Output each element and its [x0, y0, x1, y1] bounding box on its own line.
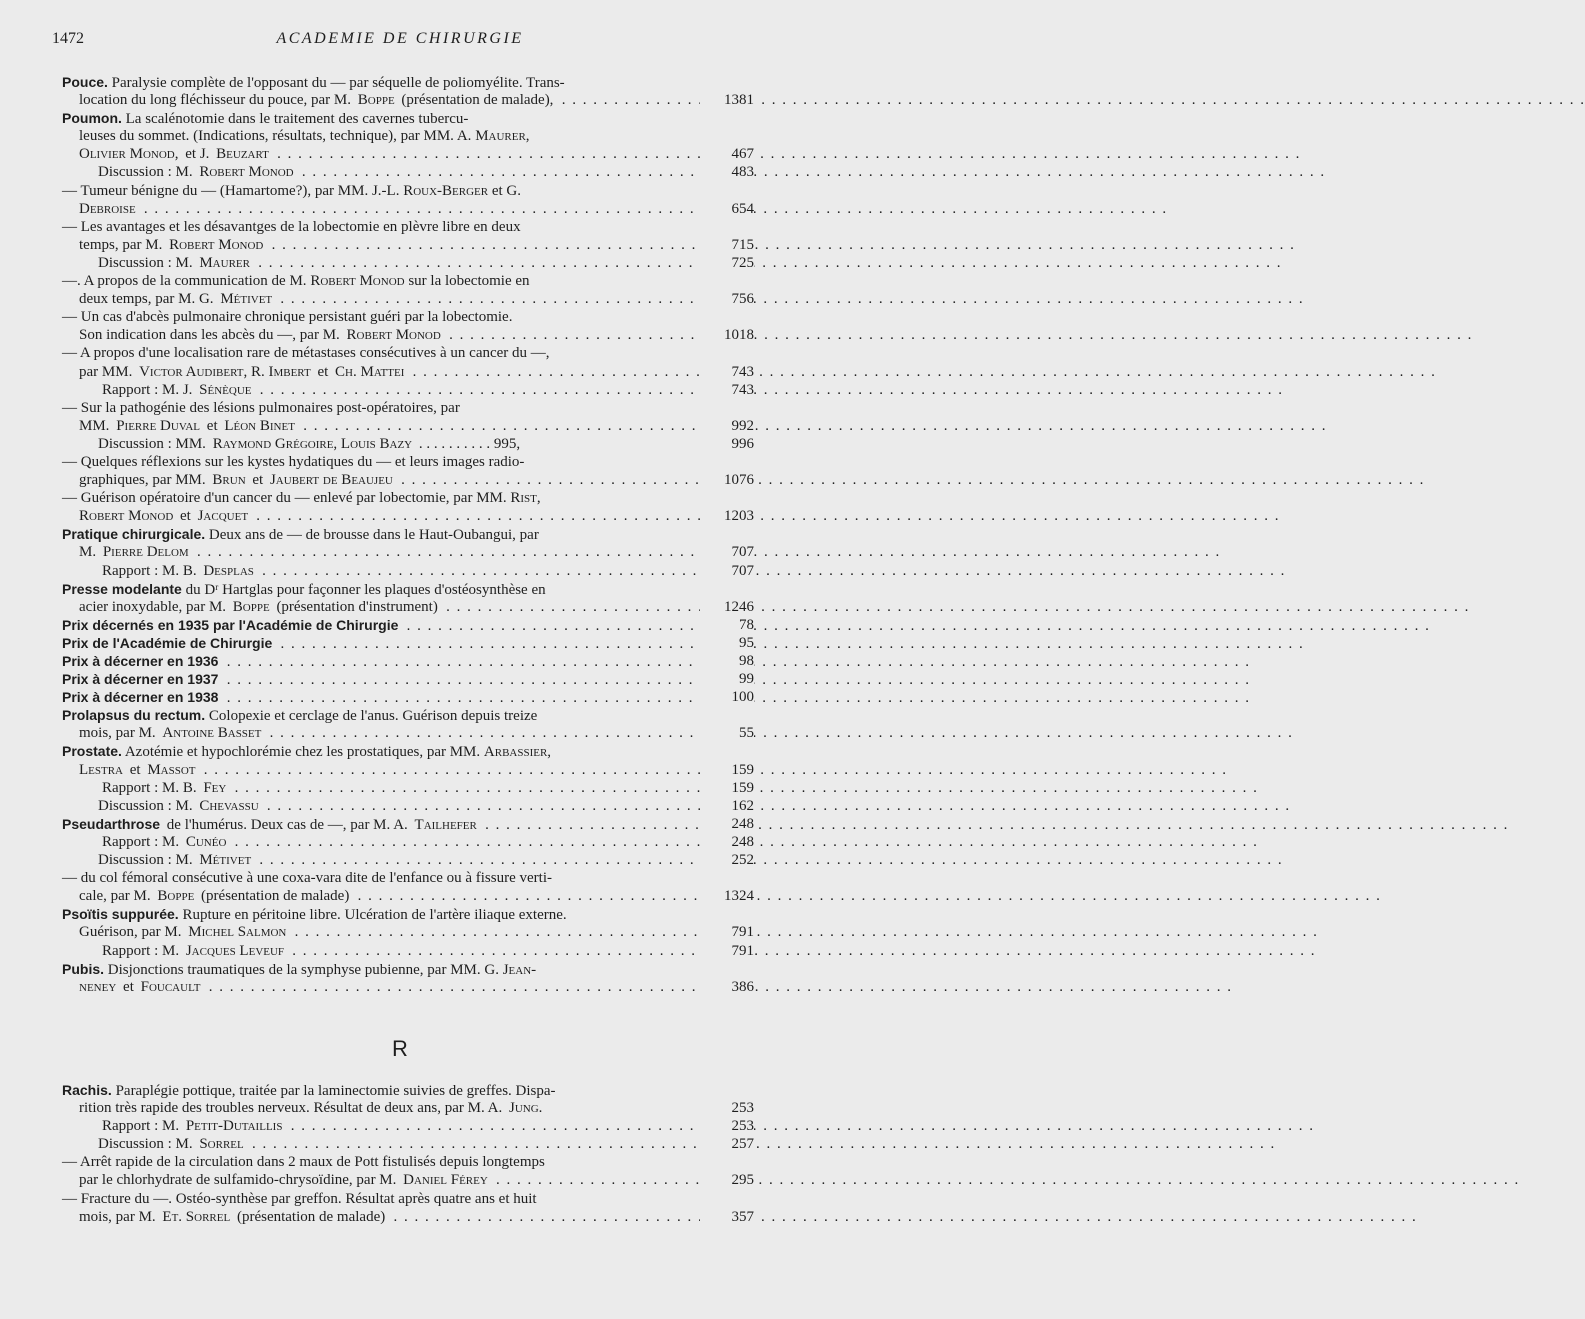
page-reference: 654 [700, 200, 754, 218]
entry-line [62, 1135, 754, 1153]
entry-text: Discussion : MM. [98, 436, 213, 452]
page-reference: 1324 [700, 887, 754, 905]
author-name: Jacques Leveuf [186, 943, 287, 959]
index-entry [62, 580, 754, 616]
author-name: Chevassu [199, 798, 261, 814]
page-reference: 707 [700, 562, 754, 580]
index-entries-r [62, 1081, 754, 1226]
author-name: Roux-Berger [403, 182, 489, 199]
entry-line [62, 254, 754, 272]
page-reference: 791 [700, 942, 754, 960]
entry-text: Discussion : M. [98, 255, 199, 271]
entry-text: acier inoxydable, par M. [79, 599, 233, 615]
index-entry [62, 308, 754, 344]
author-name: Raymond Grégoire, Louis Bazy [213, 436, 415, 452]
index-entry [62, 163, 754, 181]
index-entry [62, 815, 754, 833]
author-name: Boppe [358, 92, 398, 108]
entry-line [62, 525, 718, 543]
entry-line [62, 399, 718, 417]
entry-text: Rupture en péritoine libre. Ulcération de l'artère iliaque externe. [178, 907, 567, 924]
author-name: Maurer, [475, 128, 530, 145]
entry-keyword: Pseudarthrose [62, 816, 163, 832]
entry-keyword: Presse modelante [62, 580, 182, 597]
entry-text: Discussion : M. [98, 852, 199, 868]
author-name: Ch. Mattei [335, 364, 407, 380]
entry-line [62, 797, 754, 815]
entry-line [62, 182, 718, 200]
entry-text: graphiques, par MM. [79, 472, 212, 488]
page-reference: 1246 [700, 598, 754, 616]
entry-line [62, 1171, 754, 1189]
entry-text: — Tumeur bénigne du — (Hamartome?), par MM. J.-L. [62, 182, 404, 199]
page-reference: 295 [700, 1171, 754, 1189]
author-name: Sorrel [199, 1136, 246, 1152]
entry-text: Rapport : M. J. [102, 382, 199, 398]
entry-text: Rapport : M. [102, 1118, 186, 1134]
page-reference: 791 [700, 923, 754, 941]
index-entry [62, 453, 754, 489]
entry-line [62, 670, 754, 688]
entry-line [62, 1190, 718, 1208]
author-name: Sénèque [199, 382, 254, 398]
entry-keyword: Prix à décerner en 1937 [62, 671, 221, 687]
entry-line [62, 91, 754, 109]
index-entry [62, 616, 754, 634]
author-name: Daniel Férey [403, 1172, 491, 1188]
entry-line [62, 1081, 718, 1099]
author-name: Fey [203, 780, 229, 796]
page-reference: 253 [700, 1099, 754, 1117]
entry-text: Discussion : M. [98, 1136, 199, 1152]
entry-line [62, 109, 718, 127]
page-reference: 159 [700, 779, 754, 797]
entry-line [62, 308, 718, 326]
author-name: Debroise [79, 201, 139, 217]
index-entry [62, 851, 754, 869]
entry-line [62, 706, 718, 724]
entry-text: Paraplégie pottique, traitée par la laminectomie suivies de greffes. Dispa- [111, 1083, 556, 1099]
index-entry [62, 1135, 754, 1153]
entry-text: mois, par M. [79, 725, 162, 741]
author-name: Boppe [157, 888, 197, 904]
entry-keyword: Prix à décerner en 1938 [62, 689, 221, 705]
entry-text: Guérison, par M. [79, 924, 188, 940]
author-name: Robert Monod [310, 273, 405, 290]
author-name: neney [79, 979, 119, 995]
author-name: Métivet [199, 852, 254, 868]
page-reference: 1381 [700, 91, 754, 109]
entry-line [62, 471, 754, 489]
author-name: Petit-Dutaillis [186, 1118, 286, 1134]
page-reference: 357 [700, 1208, 754, 1226]
author-name: Robert Monod [79, 508, 176, 524]
entry-line [62, 163, 754, 181]
entry-line [62, 942, 754, 960]
index-entry [62, 182, 754, 218]
entry-text: mois, par M. [79, 1209, 162, 1225]
entry-text: (présentation de malade) [233, 1209, 388, 1225]
entry-line [62, 761, 754, 779]
entry-text: rition très rapide des troubles nerveux. Résultat de deux ans, par M. A. [79, 1100, 509, 1116]
index-entry [62, 833, 754, 851]
entry-text: du Dʳ Hartglas pour façonner les plaques d'ostéosynthèse en [181, 581, 546, 598]
author-name: Jacquet [198, 508, 251, 524]
entry-text: (présentation de malade) [197, 888, 352, 904]
entry-text: —. A propos de la communication de M. [62, 273, 311, 290]
entry-line [62, 1153, 718, 1171]
author-name: Arbassier, [483, 744, 552, 761]
page-reference: 992 [700, 417, 754, 435]
page-reference: 162 [700, 797, 754, 815]
index-entry [62, 525, 754, 561]
entry-line [62, 688, 754, 706]
entry-line [62, 815, 754, 833]
entry-text: — Guérison opératoire d'un cancer du — enlevé par lobectomie, par MM. [62, 490, 511, 507]
page-reference: 467 [700, 145, 754, 163]
author-name: Michel Salmon [188, 924, 289, 940]
entry-text: et [249, 472, 270, 488]
entry-text: Rapport : M. B. [102, 563, 203, 579]
index-entry [62, 634, 754, 652]
entry-line [62, 1099, 754, 1117]
entry-text: (présentation d'instrument) [273, 599, 441, 615]
entry-text: (présentation de malade), [398, 92, 557, 108]
entry-text: Discussion : M. [98, 798, 199, 814]
entry-text: et [119, 979, 140, 995]
entry-keyword: Prix à décerner en 1936 [62, 653, 221, 669]
entry-line [62, 344, 718, 362]
entry-keyword: Prostate. [62, 743, 122, 760]
page-reference: 707 [700, 543, 754, 561]
author-name: Foucault [141, 979, 204, 995]
index-entry [62, 435, 754, 453]
index-entry [62, 706, 754, 742]
author-name: Jung. [509, 1100, 545, 1116]
index-entry [62, 489, 754, 525]
entry-line [62, 543, 754, 561]
index-entry [62, 381, 754, 399]
entry-line [62, 905, 718, 923]
page-reference: 743 [700, 381, 754, 399]
entry-line [62, 580, 718, 598]
page-reference: 386 [700, 978, 754, 996]
entry-line [62, 145, 754, 163]
entry-line [62, 851, 754, 869]
index-entry [62, 109, 754, 163]
page-reference: 715 [700, 236, 754, 254]
index-entry [62, 1081, 754, 1117]
page-reference: 743 [700, 363, 754, 381]
entry-text: de l'humérus. Deux cas de —, par M. A. [163, 817, 414, 833]
entry-keyword: Prix décernés en 1935 par l'Académie de Chirurgie [62, 617, 401, 633]
entry-line [62, 73, 718, 91]
entry-keyword: Psoïtis suppurée. [62, 906, 179, 923]
entry-text: et [203, 418, 224, 434]
index-entry [62, 1153, 754, 1189]
entry-text: — Arrêt rapide de la circulation dans 2 maux de Pott fistulisés depuis longtemps [62, 1154, 545, 1171]
page-reference: 78 [700, 616, 754, 634]
entry-line [62, 724, 754, 742]
author-name: Pierre Delom [103, 544, 192, 560]
entry-text: Rapport : M. [102, 943, 186, 959]
page-reference: 483 [700, 163, 754, 181]
author-name: Cunéo [186, 834, 230, 850]
index-entry [62, 942, 754, 960]
entry-line [62, 562, 754, 580]
entry-line [62, 779, 754, 797]
page-reference: 253 [700, 1117, 754, 1135]
entry-keyword: Prix de l'Académie de Chirurgie [62, 635, 275, 651]
entry-line [62, 453, 718, 471]
entry-line [62, 1117, 754, 1135]
index-entry [62, 254, 754, 272]
entry-keyword: Rachis. [62, 1082, 112, 1098]
page-reference: 55 [700, 724, 754, 742]
entry-text: — Sur la pathogénie des lésions pulmonaires post-opératoires, par [62, 399, 460, 416]
entry-text: — du col fémoral consécutive à une coxa-vara dite de l'enfance ou à fissure verti- [62, 870, 552, 887]
entry-text: — Un cas d'abcès pulmonaire chronique persistant guéri par la lobectomie. [62, 309, 513, 326]
author-name: Jean- [502, 961, 537, 978]
author-name: Beuzart [216, 146, 272, 162]
author-name: Jaubert de Beaujeu [270, 472, 396, 488]
page-reference: 1203 [700, 507, 754, 525]
entry-line [62, 887, 754, 905]
author-name: Léon Binet [224, 418, 298, 434]
entry-text: par le chlorhydrate de sulfamido-chrysoïdine, par M. [79, 1172, 403, 1188]
entry-text: Discussion : M. [98, 164, 199, 180]
page-reference: 99 [700, 670, 754, 688]
author-name: Lestra [79, 762, 126, 778]
page-reference: 1018 [700, 326, 754, 344]
author-name: Desplas [203, 563, 257, 579]
page-reference: 98 [700, 652, 754, 670]
author-name: Brun [212, 472, 248, 488]
index-entry [62, 1117, 754, 1135]
entry-text: — Fracture du —. Ostéo-synthèse par greffon. Résultat après quatre ans et huit [62, 1190, 537, 1207]
index-entry [62, 670, 754, 688]
index-entry [62, 399, 754, 435]
entry-line [62, 869, 718, 887]
entry-keyword: Prolapsus du rectum. [62, 707, 206, 724]
author-name: Métivet [220, 291, 275, 307]
entry-line [62, 381, 754, 399]
index-entry [62, 272, 754, 308]
page-reference: 159 [700, 761, 754, 779]
author-name: Olivier Monod, [79, 146, 182, 162]
entry-text: — A propos d'une localisation rare de métastases consécutives à un cancer du —, [62, 345, 550, 362]
entry-text: — Les avantages et les désavantges de la lobectomie en plèvre libre en deux [62, 218, 521, 235]
entry-line [62, 742, 718, 760]
entry-text: Paralysie complète de l'opposant du — par séquelle de poliomyélite. Trans- [107, 75, 565, 91]
entry-text: sur la lobectomie en [404, 273, 530, 290]
running-title: ACADEMIE DE CHIRURGIE [276, 30, 524, 47]
entry-line [62, 200, 754, 218]
index-entries-p [62, 73, 754, 996]
index-entry [62, 344, 754, 380]
entry-line [62, 290, 754, 308]
page-reference: 996 [700, 435, 754, 453]
entry-line [62, 923, 754, 941]
page-header [52, 30, 748, 50]
entry-line [62, 326, 754, 344]
entry-text: par MM. [79, 364, 139, 380]
entry-line [62, 616, 754, 634]
author-name: Antoine Basset [162, 725, 264, 741]
index-entry [62, 562, 754, 580]
index-entry [62, 688, 754, 706]
entry-line [62, 1208, 754, 1226]
entry-line [62, 978, 754, 996]
index-entry [62, 797, 754, 815]
entry-line [62, 598, 754, 616]
entry-text: deux temps, par M. G. [79, 291, 220, 307]
entry-text: La scalénotomie dans le traitement des cavernes tubercu- [121, 111, 469, 128]
entry-text: et [176, 508, 197, 524]
entry-line [62, 127, 718, 145]
index-entry [62, 742, 754, 778]
page-reference: 248 [700, 815, 754, 833]
author-name: Pierre Duval [116, 418, 203, 434]
entry-line [62, 272, 718, 290]
entry-text: et J. [182, 146, 217, 162]
index-entry [62, 779, 754, 797]
page-reference: 100 [700, 688, 754, 706]
index-entry [62, 73, 754, 109]
page-reference: 1076 [700, 471, 754, 489]
entry-text: location du long fléchisseur du pouce, par M. [79, 92, 358, 108]
author-name: Robert Monod [199, 164, 296, 180]
author-name: Robert Monod [169, 237, 266, 253]
page-reference: 248 [700, 833, 754, 851]
entry-text: et G. [488, 182, 522, 199]
author-name: Boppe [233, 599, 273, 615]
entry-keyword: Poumon. [62, 110, 122, 127]
entry-text: temps, par M. [79, 237, 169, 253]
entry-text: . . . . . . . . . . 995, [415, 436, 523, 452]
section-letter: R [392, 1036, 408, 1061]
entry-text: — Quelques réflexions sur les kystes hydatiques du — et leurs images radio- [62, 453, 525, 470]
author-name: Rist, [510, 490, 541, 507]
entry-line [62, 236, 754, 254]
author-name: Robert Monod [347, 327, 444, 343]
entry-text: Rapport : M. [102, 834, 186, 850]
entry-text: Disjonctions traumatiques de la symphyse pubienne, par MM. G. [104, 961, 503, 978]
entry-line [62, 507, 754, 525]
entry-line [62, 218, 718, 236]
index-entry [62, 869, 754, 905]
entry-keyword: Pubis. [62, 960, 105, 977]
index-entry [62, 652, 754, 670]
index-entry [62, 960, 754, 996]
index-entry [62, 1190, 754, 1226]
entry-text: MM. [79, 418, 116, 434]
entry-text: Deux ans de — de brousse dans le Haut-Oubangui, par [205, 527, 539, 544]
entry-line [62, 960, 718, 978]
entry-line [62, 417, 754, 435]
entry-text: Colopexie et cerclage de l'anus. Guérison depuis treize [205, 708, 538, 725]
entry-text: et [126, 762, 147, 778]
page-reference: 756 [700, 290, 754, 308]
page-number: 1472 [52, 30, 84, 47]
entry-line [62, 634, 754, 652]
entry-line [62, 833, 754, 851]
page-reference: 95 [700, 634, 754, 652]
entry-line [62, 489, 718, 507]
author-name: Massot [147, 762, 198, 778]
entry-line [62, 435, 754, 453]
entry-text: Son indication dans les abcès du —, par M. [79, 327, 347, 343]
index-entry [62, 218, 754, 254]
author-name: Et. Sorrel [162, 1209, 233, 1225]
entry-line [62, 652, 754, 670]
entry-keyword: Pouce. [62, 74, 108, 90]
entry-text: Rapport : M. B. [102, 780, 203, 796]
index-entry [62, 905, 754, 941]
entry-text: M. [79, 544, 103, 560]
entry-line [62, 363, 754, 381]
entry-text: Azotémie et hypochlorémie chez les prostatiques, par MM. [121, 744, 484, 761]
page-reference: 252 [700, 851, 754, 869]
entry-text: cale, par M. [79, 888, 157, 904]
entry-text: et [314, 364, 335, 380]
author-name: Victor Audibert, R. Imbert [139, 364, 314, 380]
page-reference: 725 [700, 254, 754, 272]
author-name: Tailhefer [415, 817, 480, 833]
page-reference: 257 [700, 1135, 754, 1153]
entry-keyword: Pratique chirurgicale. [62, 526, 206, 543]
entry-text: leuses du sommet. (Indications, résultats, technique), par MM. A. [79, 128, 476, 145]
author-name: Maurer [199, 255, 253, 271]
